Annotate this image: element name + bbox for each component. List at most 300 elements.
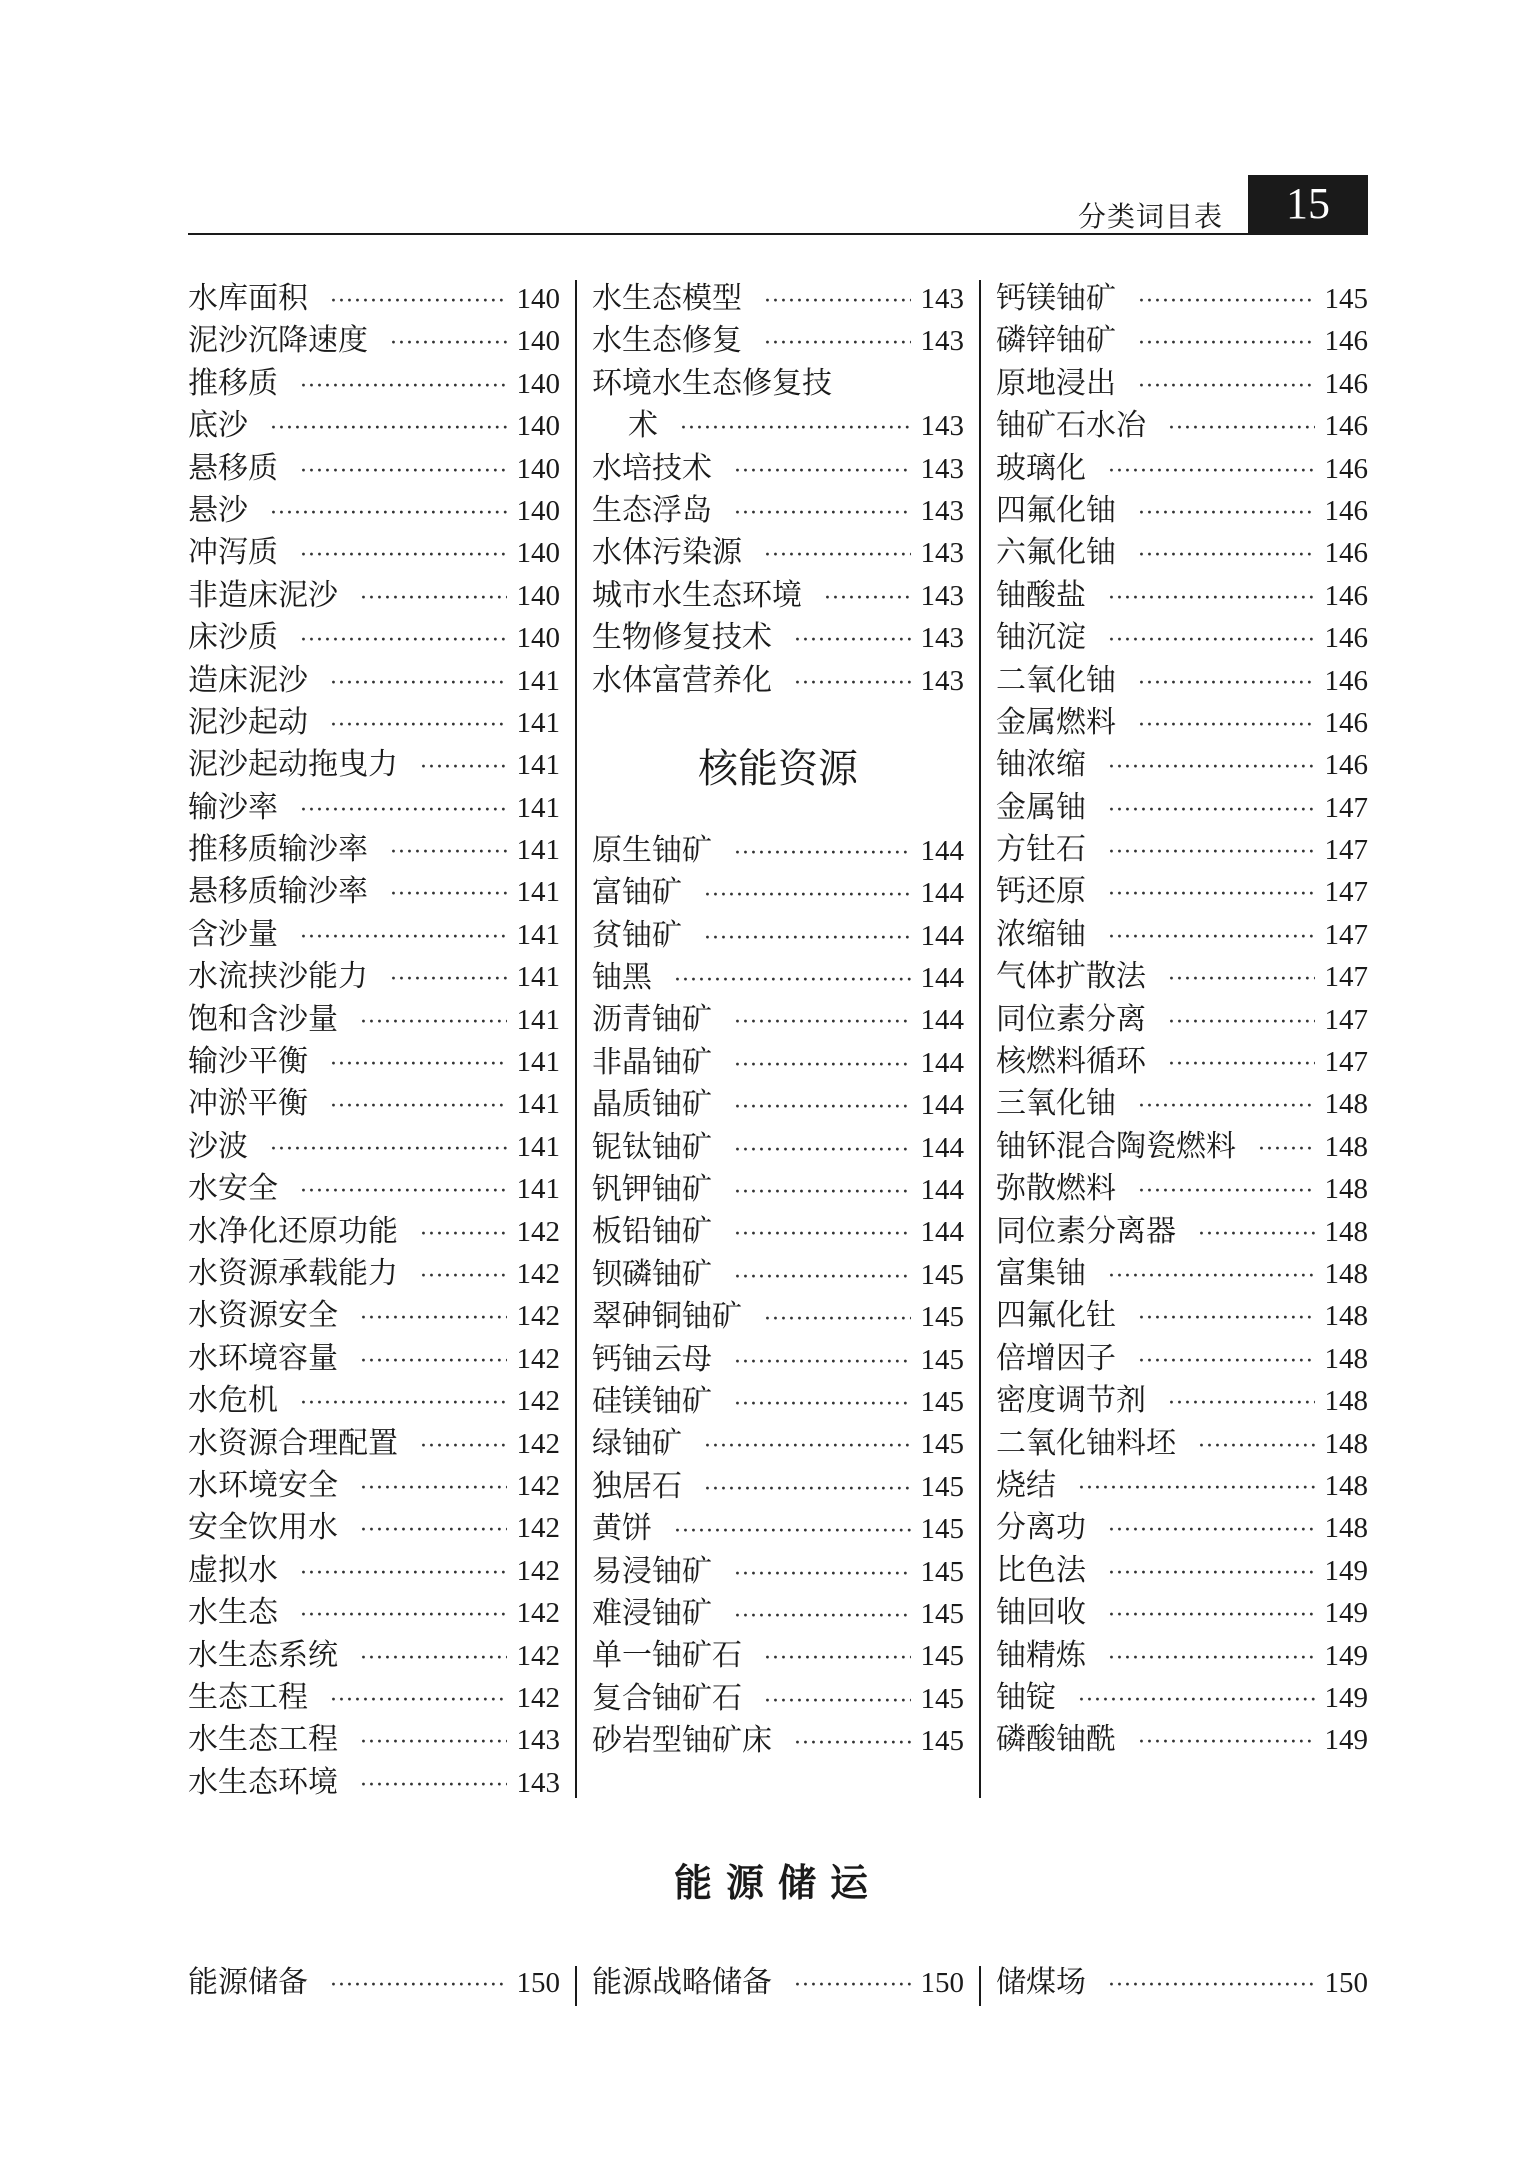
index-term: 水体富营养化: [592, 662, 772, 698]
index-term: 原生铀矿: [592, 832, 712, 868]
index-page: 149: [1324, 1597, 1368, 1630]
index-term: 水净化还原功能: [188, 1213, 398, 1249]
index-term: 铀矿石水冶: [996, 408, 1146, 444]
leader-dots: [390, 832, 507, 874]
index-entry: [188, 1168, 560, 1210]
index-entry: [592, 575, 964, 617]
index-entry: [996, 405, 1368, 447]
index-entry: [592, 1084, 964, 1126]
index-term: 水危机: [188, 1383, 278, 1419]
page-number: 15: [1248, 175, 1368, 233]
index-term: 冲泻质: [188, 535, 278, 571]
leader-dots: [1078, 1680, 1315, 1722]
index-term: 独居石: [592, 1468, 682, 1504]
leader-dots: [734, 1045, 911, 1087]
leader-dots: [1108, 1595, 1315, 1637]
index-entry: [592, 1720, 964, 1762]
leader-dots: [270, 493, 507, 535]
leader-dots: [330, 1044, 507, 1086]
index-page: 144: [920, 1131, 964, 1164]
leader-dots: [390, 323, 507, 365]
index-term: 黄饼: [592, 1511, 652, 1547]
leader-dots: [1078, 1468, 1315, 1510]
leader-dots: [1198, 1426, 1315, 1468]
index-page: 141: [516, 749, 560, 782]
index-term: 生态工程: [188, 1679, 308, 1715]
index-page: 147: [1324, 918, 1368, 951]
index-term: 水生态: [188, 1595, 278, 1631]
index-entry: [996, 575, 1368, 617]
index-page: 141: [516, 1173, 560, 1206]
index-entry: [188, 829, 560, 871]
leader-dots: [764, 1638, 911, 1680]
leader-dots: [330, 663, 507, 705]
index-page: 141: [516, 664, 560, 697]
index-page: 142: [516, 1512, 560, 1545]
index-page: 145: [920, 1343, 964, 1376]
index-entry: [996, 1295, 1368, 1337]
leader-dots: [1138, 366, 1315, 408]
index-term: 水安全: [188, 1171, 278, 1207]
index-page: 148: [1324, 1088, 1368, 1121]
index-page: 150: [1324, 1967, 1368, 1999]
bottom-index-cell: [188, 1962, 560, 2004]
index-entry: [188, 956, 560, 998]
index-page: 146: [1324, 579, 1368, 612]
leader-dots: [734, 1172, 911, 1214]
index-page: 142: [516, 1215, 560, 1248]
index-page: 146: [1324, 664, 1368, 697]
index-term: 沥青铀矿: [592, 1002, 712, 1038]
leader-dots: [734, 1130, 911, 1172]
bottom-index-cell: [592, 1962, 964, 2004]
leader-dots: [1138, 281, 1315, 323]
index-column-1: [188, 278, 560, 1804]
index-term: 非晶铀矿: [592, 1044, 712, 1080]
index-entry: [592, 1635, 964, 1677]
leader-dots: [360, 1722, 507, 1764]
index-term: 金属铀: [996, 789, 1086, 825]
leader-dots: [764, 535, 911, 577]
index-term: 倍增因子: [996, 1340, 1116, 1376]
index-entry: [188, 1592, 560, 1634]
index-entry: [996, 1253, 1368, 1295]
index-entry: [592, 1211, 964, 1253]
index-entry: [592, 1339, 964, 1381]
index-term: 推移质输沙率: [188, 832, 368, 868]
leader-dots: [734, 1257, 911, 1299]
leader-dots: [794, 1965, 911, 2007]
leader-dots: [734, 1342, 911, 1384]
leader-dots: [1108, 1510, 1315, 1552]
index-entry: [188, 702, 560, 744]
leader-dots: [300, 451, 507, 493]
index-term: 铌钛铀矿: [592, 1129, 712, 1165]
bottom-index-cell: [996, 1962, 1368, 2004]
index-term: 钡磷铀矿: [592, 1256, 712, 1292]
index-page: 148: [1324, 1173, 1368, 1206]
index-entry: [996, 1550, 1368, 1592]
index-entry: [996, 532, 1368, 574]
index-column-2: [592, 278, 964, 1763]
index-entry: [996, 702, 1368, 744]
index-page: 146: [1324, 749, 1368, 782]
leader-dots: [1108, 578, 1315, 620]
index-term: 铀沉淀: [996, 620, 1086, 656]
index-page: 145: [920, 1555, 964, 1588]
index-page: 146: [1324, 325, 1368, 358]
index-term: 水生态系统: [188, 1637, 338, 1673]
index-term: 易浸铀矿: [592, 1553, 712, 1589]
index-term: 板铅铀矿: [592, 1214, 712, 1250]
index-page: 143: [920, 494, 964, 527]
index-page: 144: [920, 919, 964, 952]
index-term: 玻璃化: [996, 450, 1086, 486]
leader-dots: [1108, 1553, 1315, 1595]
leader-dots: [1138, 705, 1315, 747]
index-term: 铀钚混合陶瓷燃料: [996, 1128, 1236, 1164]
index-page: 142: [516, 1342, 560, 1375]
index-entry: [996, 448, 1368, 490]
index-page: 143: [920, 537, 964, 570]
index-term: 浓缩铀: [996, 916, 1086, 952]
index-term: 分离功: [996, 1510, 1086, 1546]
index-term: 泥沙沉降速度: [188, 323, 368, 359]
index-page: 149: [1324, 1639, 1368, 1672]
index-page: 143: [920, 622, 964, 655]
index-page: 148: [1324, 1385, 1368, 1418]
index-entry: [188, 1762, 560, 1804]
leader-dots: [1168, 1002, 1315, 1044]
index-term: 金属燃料: [996, 704, 1116, 740]
leader-dots: [270, 408, 507, 450]
index-page: 142: [516, 1597, 560, 1630]
index-entry: [996, 660, 1368, 702]
index-term: 核燃料循环: [996, 1044, 1146, 1080]
index-entry: [996, 1507, 1368, 1549]
index-entry: [996, 278, 1368, 320]
index-page: 142: [516, 1639, 560, 1672]
leader-dots: [420, 1426, 507, 1468]
index-entry: [592, 1127, 964, 1169]
index-entry: [188, 532, 560, 574]
index-page: 141: [516, 1130, 560, 1163]
index-page: 144: [920, 834, 964, 867]
index-entry: [188, 1962, 560, 2004]
leader-dots: [1108, 874, 1315, 916]
index-page: 145: [920, 1682, 964, 1715]
leader-dots: [1168, 959, 1315, 1001]
index-term: 钒钾铀矿: [592, 1172, 712, 1208]
index-term: 铀酸盐: [996, 577, 1086, 613]
index-term: 富集铀: [996, 1255, 1086, 1291]
leader-dots: [704, 875, 911, 917]
index-term: 六氟化铀: [996, 535, 1116, 571]
leader-dots: [1138, 663, 1315, 705]
index-term: 冲淤平衡: [188, 1086, 308, 1122]
index-entry: [188, 1338, 560, 1380]
index-term: 磷锌铀矿: [996, 323, 1116, 359]
column-divider: [575, 280, 577, 1798]
index-term: 水培技术: [592, 450, 712, 486]
leader-dots: [300, 366, 507, 408]
section-heading: 能源储运: [673, 1861, 882, 1905]
index-page: 142: [516, 1554, 560, 1587]
index-entry: [592, 872, 964, 914]
index-entry: [592, 278, 964, 320]
leader-dots: [1138, 535, 1315, 577]
index-page: 140: [516, 622, 560, 655]
index-entry: [592, 915, 964, 957]
index-page: 141: [516, 834, 560, 867]
index-entry: [188, 405, 560, 447]
leader-dots: [330, 705, 507, 747]
index-entry: [996, 829, 1368, 871]
index-page: 149: [1324, 1724, 1368, 1757]
leader-dots: [764, 1681, 911, 1723]
index-entry: [188, 1126, 560, 1168]
index-page: 143: [920, 664, 964, 697]
leader-dots: [764, 323, 911, 365]
index-entry: [996, 1962, 1368, 2004]
leader-dots: [360, 1510, 507, 1552]
index-term: 钙还原: [996, 874, 1086, 910]
leader-dots: [734, 1554, 911, 1596]
leader-dots: [1168, 1044, 1315, 1086]
index-entry: [592, 363, 964, 405]
index-entry-continuation: [592, 405, 964, 447]
leader-dots: [1138, 1722, 1315, 1764]
index-term: 饱和含沙量: [188, 1001, 338, 1037]
index-page: 143: [920, 325, 964, 358]
index-entry: [188, 617, 560, 659]
index-entry: [996, 871, 1368, 913]
index-page: 145: [920, 1640, 964, 1673]
index-term: 贫铀矿: [592, 917, 682, 953]
leader-dots: [734, 1087, 911, 1129]
index-page: 143: [516, 1766, 560, 1799]
index-page: 145: [1324, 283, 1368, 315]
index-term: 密度调节剂: [996, 1383, 1146, 1419]
leader-dots: [330, 1965, 507, 2007]
index-entry: [188, 1465, 560, 1507]
index-term: 铀精炼: [996, 1637, 1086, 1673]
index-entry: [996, 999, 1368, 1041]
index-entry: [592, 490, 964, 532]
leader-dots: [1198, 1214, 1315, 1256]
index-page: 145: [920, 1428, 964, 1461]
index-term: 铀锭: [996, 1679, 1056, 1715]
index-page: 142: [516, 1469, 560, 1502]
index-page: 150: [920, 1967, 964, 1999]
index-entry: [592, 320, 964, 362]
index-page: 140: [516, 452, 560, 485]
leader-dots: [1108, 1638, 1315, 1680]
index-term: 方钍石: [996, 832, 1086, 868]
index-entry: [592, 1423, 964, 1465]
index-entry: [188, 1083, 560, 1125]
leader-dots: [764, 1299, 911, 1341]
leader-dots: [1108, 451, 1315, 493]
index-page: 148: [1324, 1427, 1368, 1460]
index-entry: [188, 575, 560, 617]
leader-dots: [734, 493, 911, 535]
index-term: 钙镁铀矿: [996, 281, 1116, 316]
index-term: 硅镁铀矿: [592, 1383, 712, 1419]
index-term: 底沙: [188, 408, 248, 444]
index-term: 非造床泥沙: [188, 577, 338, 613]
leader-dots: [360, 578, 507, 620]
index-entry: [996, 1677, 1368, 1719]
index-term: 水生态环境: [188, 1764, 338, 1800]
leader-dots: [704, 1426, 911, 1468]
index-page: 147: [1324, 1046, 1368, 1079]
leader-dots: [360, 1765, 507, 1807]
index-entry: [188, 914, 560, 956]
index-term: 难浸铀矿: [592, 1595, 712, 1631]
leader-dots: [1108, 1965, 1315, 2007]
leader-dots: [300, 535, 507, 577]
leader-dots: [1168, 408, 1315, 450]
index-term: 水资源安全: [188, 1298, 338, 1334]
index-page: 144: [920, 1174, 964, 1207]
index-entry: [188, 787, 560, 829]
index-entry: [996, 1083, 1368, 1125]
index-page: 147: [1324, 791, 1368, 824]
index-entry: [188, 278, 560, 320]
index-term: 术: [628, 408, 658, 444]
index-page: 142: [516, 1257, 560, 1290]
index-term: 二氧化铀: [996, 662, 1116, 698]
index-page: 141: [516, 706, 560, 739]
index-term: 能源战略储备: [592, 1965, 772, 2000]
index-entry: [188, 999, 560, 1041]
index-entry: [188, 1253, 560, 1295]
index-term: 沙波: [188, 1128, 248, 1164]
index-term: 铀回收: [996, 1595, 1086, 1631]
index-entry: [592, 1551, 964, 1593]
index-page: 146: [1324, 537, 1368, 570]
index-entry: [996, 914, 1368, 956]
index-entry: [996, 1719, 1368, 1761]
index-entry: [592, 1508, 964, 1550]
leader-dots: [704, 1469, 911, 1511]
index-entry: [996, 744, 1368, 786]
index-page: 141: [516, 1088, 560, 1121]
leader-dots: [300, 1171, 507, 1213]
index-page: 146: [1324, 706, 1368, 739]
index-page: 147: [1324, 961, 1368, 994]
index-term: 水库面积: [188, 281, 308, 316]
index-term: 翠砷铜铀矿: [592, 1299, 742, 1335]
index-term: 水资源合理配置: [188, 1425, 398, 1461]
index-page: 140: [516, 579, 560, 612]
index-page: 140: [516, 283, 560, 315]
index-page: 140: [516, 537, 560, 570]
index-page: 146: [1324, 410, 1368, 443]
index-entry: [996, 1041, 1368, 1083]
leader-dots: [734, 1214, 911, 1256]
index-entry: [188, 320, 560, 362]
index-entry: [188, 1635, 560, 1677]
index-term: 含沙量: [188, 916, 278, 952]
index-term: 水生态修复: [592, 323, 742, 359]
index-entry: [188, 1295, 560, 1337]
column-divider: [575, 1966, 577, 2006]
index-page: 142: [516, 1427, 560, 1460]
index-entry: [188, 1380, 560, 1422]
leader-dots: [330, 281, 507, 323]
index-entry: [188, 660, 560, 702]
index-term: 推移质: [188, 365, 278, 401]
index-entry: [996, 617, 1368, 659]
section-heading: 核能资源: [698, 746, 858, 793]
index-entry: [592, 660, 964, 702]
index-page: 140: [516, 410, 560, 443]
index-term: 悬移质: [188, 450, 278, 486]
leader-dots: [764, 281, 911, 323]
index-page: 147: [1324, 876, 1368, 909]
index-entry: [188, 448, 560, 490]
index-entry: [996, 363, 1368, 405]
index-entry: [188, 1423, 560, 1465]
column-divider: [979, 280, 981, 1798]
index-page: 148: [1324, 1342, 1368, 1375]
leader-dots: [360, 1468, 507, 1510]
index-term: 虚拟水: [188, 1552, 278, 1588]
index-entry: [592, 448, 964, 490]
index-page: 141: [516, 876, 560, 909]
index-entry: [188, 363, 560, 405]
index-entry: [996, 1380, 1368, 1422]
index-entry: [188, 1677, 560, 1719]
index-term: 水资源承载能力: [188, 1255, 398, 1291]
index-page: 143: [920, 452, 964, 485]
index-term: 环境水生态修复技: [592, 365, 832, 401]
leader-dots: [1108, 620, 1315, 662]
leader-dots: [360, 1298, 507, 1340]
index-term: 四氟化铀: [996, 492, 1116, 528]
index-page: 141: [516, 918, 560, 951]
index-page: 146: [1324, 367, 1368, 400]
index-entry: [996, 1168, 1368, 1210]
index-term: 泥沙起动: [188, 704, 308, 740]
leader-dots: [1258, 1129, 1315, 1171]
leader-dots: [794, 1723, 911, 1765]
leader-dots: [1108, 1256, 1315, 1298]
index-entry: [592, 1593, 964, 1635]
leader-dots: [734, 1002, 911, 1044]
index-term: 钙铀云母: [592, 1341, 712, 1377]
leader-dots: [390, 874, 507, 916]
index-entry: [592, 1678, 964, 1720]
index-page: 145: [920, 1385, 964, 1418]
index-entry: [996, 956, 1368, 998]
leader-dots: [1108, 917, 1315, 959]
leader-dots: [300, 1553, 507, 1595]
index-page: 148: [1324, 1469, 1368, 1502]
index-entry: [592, 532, 964, 574]
index-term: 储煤场: [996, 1965, 1086, 2000]
index-entry: [188, 1507, 560, 1549]
index-page: 142: [516, 1681, 560, 1714]
index-term: 水生态工程: [188, 1722, 338, 1758]
index-term: 绿铀矿: [592, 1426, 682, 1462]
index-term: 生态浮岛: [592, 492, 712, 528]
index-entry: [592, 1296, 964, 1338]
index-entry: [592, 1381, 964, 1423]
index-page: 148: [1324, 1215, 1368, 1248]
